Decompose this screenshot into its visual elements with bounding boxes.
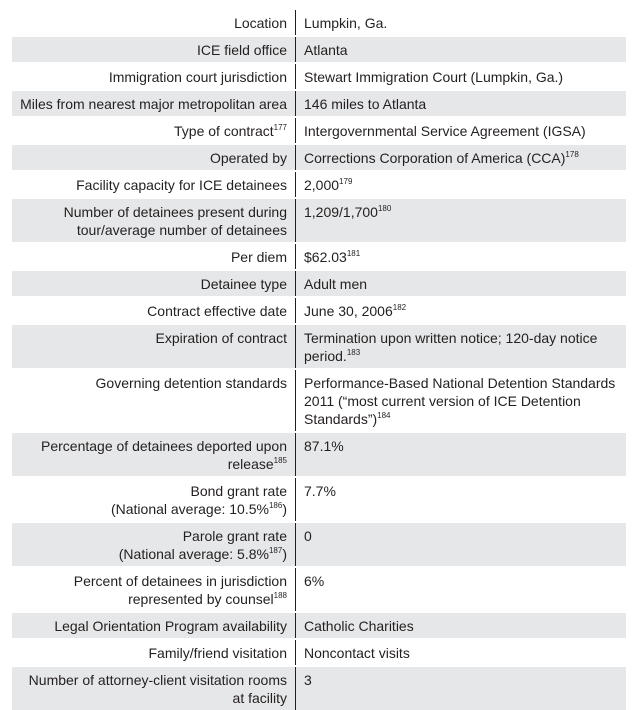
label-subtext-end: )	[282, 546, 287, 562]
row-value	[296, 324, 627, 369]
label-text: Per diem	[230, 249, 287, 265]
label-text: Number of detainees present during tour/average number of detainees	[63, 204, 287, 238]
label-text: Legal Orientation Program availability	[54, 618, 287, 634]
row-value	[296, 90, 627, 117]
row-value	[296, 369, 627, 432]
label-text: Percent of detainees in jurisdiction represented by counsel	[73, 573, 287, 607]
row-detention-standards	[12, 369, 626, 432]
row-deported-percentage	[12, 432, 626, 477]
row-legal-orientation-program	[12, 612, 626, 639]
row-label	[12, 10, 296, 36]
row-label	[12, 432, 296, 477]
label-subtext: (National average: 10.5%	[110, 501, 269, 517]
row-value	[296, 36, 627, 63]
row-contract-type	[12, 117, 626, 144]
row-label	[12, 270, 296, 297]
row-label	[12, 198, 296, 243]
value-text: Intergovernmental Service Agreement (IGSA)	[304, 123, 586, 139]
footnote-ref: 180	[377, 204, 392, 213]
label-text: Detainee type	[200, 276, 287, 292]
row-family-visitation	[12, 639, 626, 666]
row-value	[296, 432, 627, 477]
row-label	[12, 90, 296, 117]
value-text: Corrections Corporation of America (CCA)	[304, 150, 566, 166]
row-represented-by-counsel	[12, 567, 626, 612]
row-bond-grant-rate	[12, 477, 626, 522]
row-facility-capacity	[12, 171, 626, 198]
label-text: ICE field office	[196, 42, 287, 58]
row-label	[12, 117, 296, 144]
row-label	[12, 567, 296, 612]
value-text: Lumpkin, Ga.	[304, 15, 388, 31]
row-label	[12, 612, 296, 639]
value-text: $62.03	[304, 249, 347, 265]
value-text: 3	[304, 672, 312, 688]
label-text: Immigration court jurisdiction	[108, 69, 287, 85]
row-location	[12, 10, 626, 36]
row-contract-effective-date	[12, 297, 626, 324]
row-value	[296, 567, 627, 612]
label-text: Facility capacity for ICE detainees	[76, 177, 287, 193]
row-detainee-type	[12, 270, 626, 297]
row-value	[296, 63, 627, 90]
value-text: Catholic Charities	[304, 618, 414, 634]
row-label	[12, 324, 296, 369]
row-value	[296, 612, 627, 639]
row-value	[296, 522, 627, 567]
row-parole-grant-rate	[12, 522, 626, 567]
label-text: Location	[234, 15, 287, 31]
label-text: Contract effective date	[147, 303, 287, 319]
row-value	[296, 117, 627, 144]
value-text: Noncontact visits	[304, 645, 410, 661]
row-contract-expiration	[12, 324, 626, 369]
footnote-ref: 187	[268, 546, 283, 555]
row-value	[296, 10, 627, 36]
value-text: 2,000	[304, 177, 340, 193]
row-label	[12, 639, 296, 666]
label-text: Bond grant rate	[190, 483, 287, 499]
row-label	[12, 369, 296, 432]
footnote-ref: 188	[273, 591, 287, 600]
row-value	[296, 171, 627, 198]
label-text: Number of attorney-client visitation rooms at facility	[28, 672, 287, 706]
facility-info-table	[12, 10, 626, 710]
row-value	[296, 270, 627, 297]
row-operated-by	[12, 144, 626, 171]
row-value	[296, 639, 627, 666]
row-per-diem	[12, 243, 626, 270]
row-value	[296, 666, 627, 710]
value-text: 7.7%	[304, 483, 336, 499]
row-label	[12, 36, 296, 63]
value-text: June 30, 2006	[304, 303, 393, 319]
row-miles-from-metro	[12, 90, 626, 117]
value-text: Adult men	[304, 276, 368, 292]
footnote-ref: 182	[392, 303, 407, 312]
value-text: 146 miles to Atlanta	[304, 96, 427, 112]
row-court-jurisdiction	[12, 63, 626, 90]
label-text: Expiration of contract	[155, 330, 287, 346]
row-attorney-client-rooms	[12, 666, 626, 710]
footnote-ref: 179	[339, 177, 353, 186]
row-label	[12, 243, 296, 270]
value-text: Atlanta	[304, 42, 348, 58]
row-value	[296, 477, 627, 522]
value-text: 87.1%	[304, 438, 344, 454]
label-subtext-end: )	[282, 501, 287, 517]
value-text: Stewart Immigration Court (Lumpkin, Ga.)	[304, 69, 564, 85]
footnote-ref: 184	[377, 411, 391, 420]
value-text: 0	[304, 528, 312, 544]
label-text: Family/friend visitation	[148, 645, 287, 661]
footnote-ref: 185	[273, 456, 287, 465]
value-text: 1,209/1,700	[304, 204, 378, 220]
label-subtext: (National average: 5.8%	[118, 546, 269, 562]
row-value	[296, 297, 627, 324]
row-ice-field-office	[12, 36, 626, 63]
footnote-ref: 181	[346, 249, 361, 258]
label-text: Operated by	[209, 150, 287, 166]
footnote-ref: 178	[565, 150, 579, 159]
label-text: Miles from nearest major metropolitan area	[20, 96, 287, 112]
national-average-note	[20, 545, 287, 563]
row-detainees-present	[12, 198, 626, 243]
label-text: Governing detention standards	[95, 375, 287, 391]
row-label	[12, 477, 296, 522]
value-text: Performance-Based National Detention Standards 2011 (“most current version of ICE Detention Standards”)	[304, 375, 616, 427]
value-text: Termination upon written notice; 120-day notice period.	[304, 330, 598, 364]
row-label	[12, 144, 296, 171]
label-text: Percentage of detainees deported upon release	[41, 438, 287, 472]
national-average-note	[20, 500, 287, 518]
row-label	[12, 666, 296, 710]
label-text: Parole grant rate	[182, 528, 287, 544]
row-label	[12, 522, 296, 567]
row-label	[12, 297, 296, 324]
row-label	[12, 63, 296, 90]
row-value	[296, 243, 627, 270]
row-value	[296, 144, 627, 171]
label-text: Type of contract	[174, 123, 274, 139]
row-value	[296, 198, 627, 243]
footnote-ref: 186	[268, 501, 283, 510]
footnote-ref: 183	[346, 348, 361, 357]
value-text: 6%	[304, 573, 325, 589]
row-label	[12, 171, 296, 198]
footnote-ref: 177	[273, 123, 287, 132]
